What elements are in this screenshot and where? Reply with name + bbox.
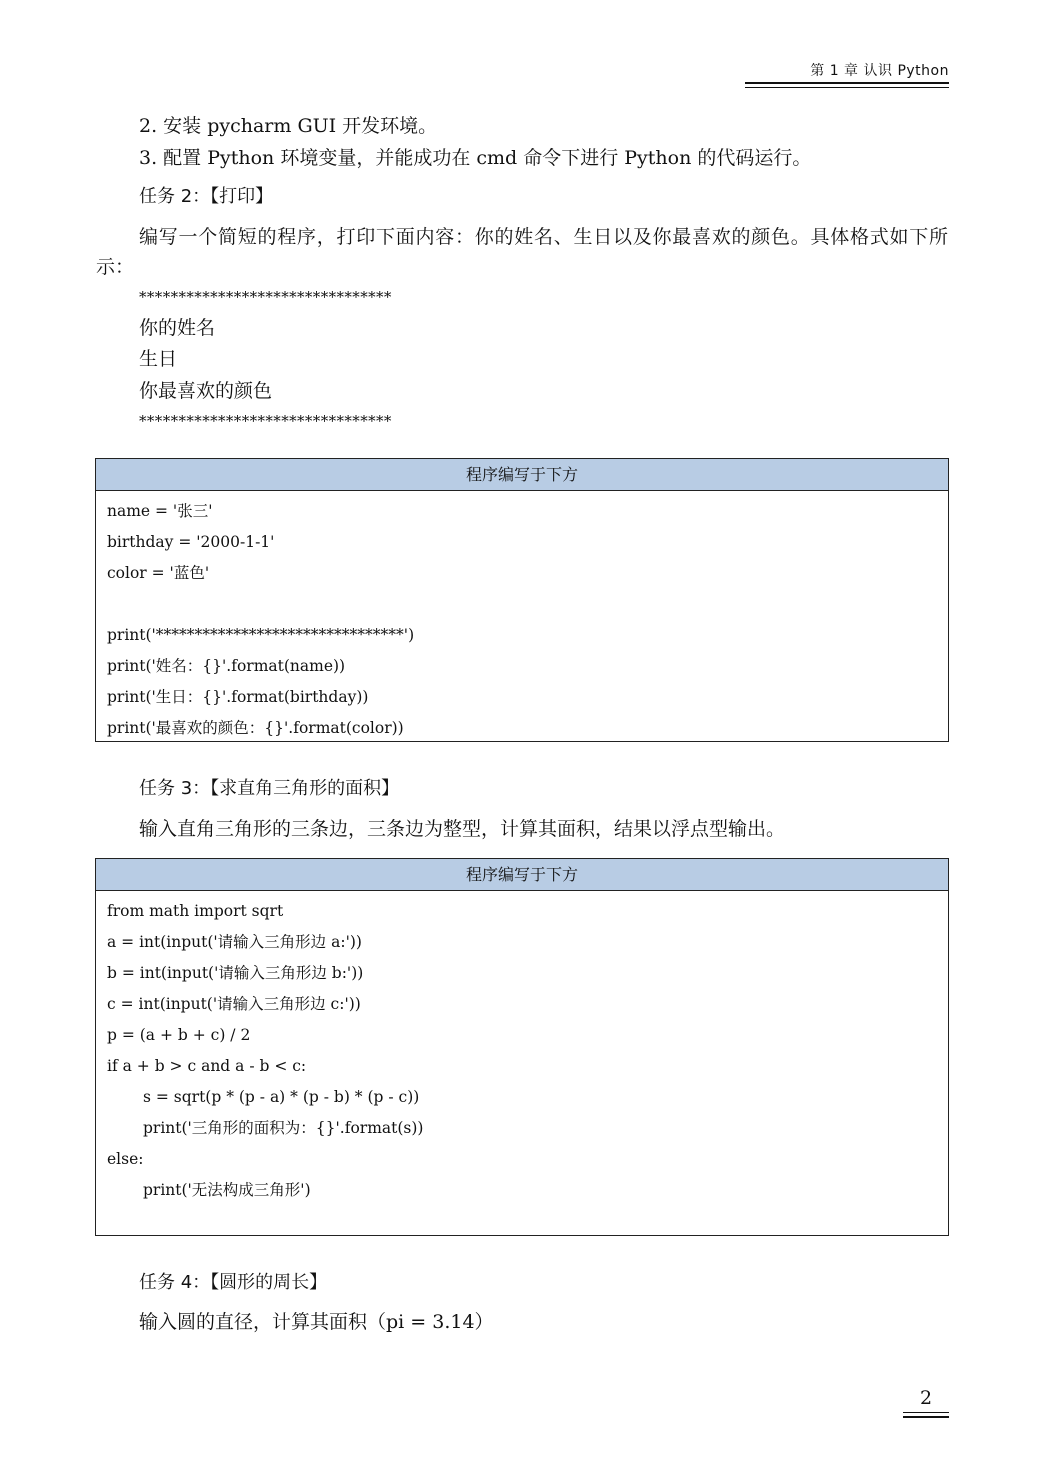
code-line: print('********************************')	[107, 626, 415, 644]
task3-code-box	[95, 858, 949, 1236]
example-color: 你最喜欢的颜色	[139, 380, 273, 402]
code-line: print('无法构成三角形')	[143, 1181, 311, 1199]
running-header	[745, 58, 949, 88]
code-body	[96, 891, 948, 1207]
code-line: birthday = '2000-1-1'	[107, 533, 275, 551]
task4-description: 输入圆的直径，计算其面积（pi = 3.14）	[139, 1311, 494, 1333]
code-line: print('最喜欢的颜色：{}'.format(color))	[107, 719, 404, 737]
code-box-header: 程序编写于下方	[96, 859, 948, 891]
task3-description: 输入直角三角形的三条边，三条边为整型，计算其面积，结果以浮点型输出。	[139, 818, 786, 840]
task2-code-box	[95, 458, 949, 742]
task4-title: 任务 4：【圆形的周长】	[139, 1272, 328, 1293]
task3-title: 任务 3：【求直角三角形的面积】	[139, 778, 400, 799]
step-item-3: 3. 配置 Python 环境变量，并能成功在 cmd 命令下进行 Python 的代码运行。	[139, 147, 812, 169]
task2-title: 任务 2：【打印】	[139, 186, 274, 207]
code-line: a = int(input('请输入三角形边 a:'))	[107, 933, 362, 951]
code-line: name = '张三'	[107, 502, 213, 520]
header-rule-thin	[745, 87, 949, 88]
page-number-rule	[903, 1412, 949, 1413]
code-line: from math import sqrt	[107, 902, 284, 920]
code-line: if a + b > c and a - b < c:	[107, 1057, 307, 1075]
code-line: print('三角形的面积为：{}'.format(s))	[143, 1119, 424, 1137]
code-line: print('生日：{}'.format(birthday))	[107, 688, 369, 706]
code-box-header: 程序编写于下方	[96, 459, 948, 491]
step-item-2: 2. 安装 pycharm GUI 开发环境。	[139, 115, 438, 137]
header-rule	[745, 82, 949, 84]
page-number: 2	[919, 1387, 933, 1409]
code-line: s = sqrt(p * (p - a) * (p - b) * (p - c))	[143, 1088, 420, 1106]
page-number-rule-thick	[903, 1416, 949, 1418]
example-stars-top: ********************************	[139, 288, 392, 306]
code-line: else:	[107, 1150, 144, 1168]
chapter-title: 第 1 章 认识 Python	[810, 63, 949, 79]
example-birthday: 生日	[139, 348, 178, 370]
code-line: print('姓名：{}'.format(name))	[107, 657, 346, 675]
code-line: c = int(input('请输入三角形边 c:'))	[107, 995, 361, 1013]
code-line: color = '蓝色'	[107, 564, 210, 582]
code-body	[96, 491, 948, 745]
task2-description: 编写一个简短的程序，打印下面内容：你的姓名、生日以及你最喜欢的颜色。具体格式如下所示：	[96, 226, 948, 278]
example-stars-bottom: ********************************	[139, 412, 392, 430]
example-name: 你的姓名	[139, 317, 216, 339]
code-line: p = (a + b + c) / 2	[107, 1026, 251, 1044]
code-line: b = int(input('请输入三角形边 b:'))	[107, 964, 364, 982]
code-line	[107, 590, 937, 621]
